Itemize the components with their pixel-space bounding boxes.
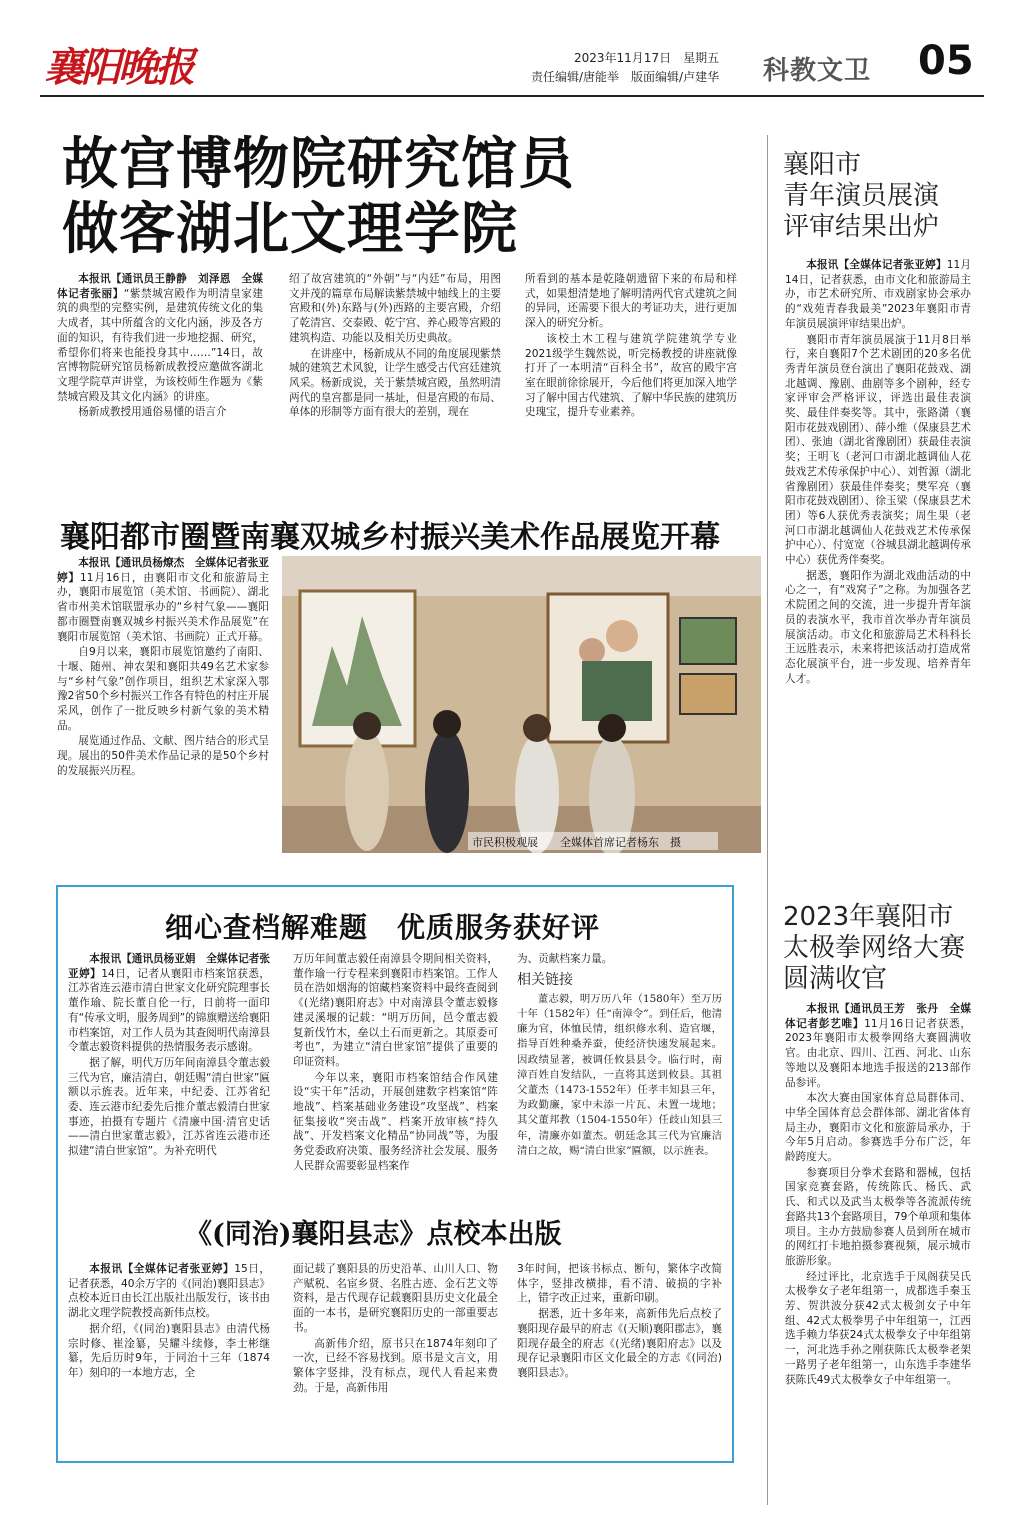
editors-line: 责任编辑/唐能举 版面编辑/卢建华 — [531, 70, 720, 84]
article6-body: 本报讯【通讯员王芳 张丹 全媒体记者彭艺唯】11月16日记者获悉，2023年襄阳市太极拳网络大赛圆满收官。由北京、四川、江西、河北、山东等地以及襄阳本地选手报送的213部作品参评。 本次大赛由国家体育总局群体司、中华全国体育总会群体部、湖北省体育局主办，襄阳市文化和旅游局承办，于今年5月启动。参赛选手分布广泛，年龄跨度大。 参赛项目分拳术套路和器械，包括国家竞赛套路，传统陈氏、杨氏、武氏、和式以及武当太极拳等各流派传统套路共13个套路项目，79个单项和集体项目。主办方鼓励参赛人员到所在城市的网红打卡地拍摄参赛视频，展示城市旅游形象。 经过评比，北京选手于凤阁获吴氏太极拳女子老年组第一，成都选手秦玉芳、贺洪波分获42式太极剑女子中年组、42式太极拳男子中年组第一，江西选手赖力华获24式太极拳女子中年组第一，河北选手孙之刚获陈氏太极拳老架一路男子老年组第一，山东选手李建华获陈氏49式太极拳女子中年组第一。 — [785, 1003, 971, 1386]
section-name: 科教文卫 — [763, 56, 872, 86]
column-divider — [767, 135, 768, 1505]
article4-col1: 本报讯【全媒体记者张亚婷】15日，记者获悉，40余万字的《(同治)襄阳县志》点校本近日由长江出版社出版发行，该书由湖北文理学院教授高新伟点校。 据介绍，《(同治)襄阳县志》由清代杨宗时修、崔淦纂，吴耀斗续修，李士彬继纂，先后历时9年，于同治十三年（1874年）刻印的一本地方志，全 — [68, 1263, 270, 1379]
article3-col2: 万历年间董志毅任南漳县令期间相关资料，董作瑜一行专程来到襄阳市档案馆。工作人员在浩如烟海的馆藏档案资料中最终查阅到《(光绪)襄阳府志》中对南漳县令董志毅修建灵溪堰的记载：“明万历间，邑令董志毅复新伐竹木，垒以土石而更新之。其原委可考也”，为建立“清白世家馆”提供了重要的印证资料。 今年以来，襄阳市档案馆结合作风建设“实干年”活动，开展创建数字档案馆“阵地战”、档案基础业务建设“攻坚战”、档案征集接收“突击战”、档案开放审核“持久战”、开发档案文化精品“协同战”等，为服务党委政府决策、服务经济社会发展、服务人民群众需要彰显档案作 — [293, 953, 498, 1172]
article3-col3: 为、贡献档案力量。 相关链接 董志毅，明万历八年（1580年）至万历十年（1582年）任“南漳令”。到任后，他清廉为官，体恤民情，组织修水利、造官堰，指导百姓种桑养蚕，使经济快速发展起来。因政绩显著，被调任攸县县令。临行时，南漳百姓自发结队，一直将其送到攸县。其祖父董杰（1473-1552年）任孝丰知县三年，为政勤廉，家中未添一片瓦、未置一垅地；其父董邦教（1504-1550年）任歧山知县三年，清廉亦如董杰。朝廷念其三代为官廉洁清白之故，赐“清白世家”匾额，以示旌表。 — [517, 952, 722, 1188]
article2-body: 本报讯【通讯员杨燎杰 全媒体记者张亚婷】11月16日，由襄阳市文化和旅游局主办，襄阳市展览馆（美术馆、书画院）、湖北省市州美术馆联盟承办的“乡村气象——襄阳都市圈暨南襄双城乡村振兴美术作品展览”在襄阳市展览馆（美术馆、书画院）正式开幕。 自9月以来，襄阳市展览馆邀约了南阳、十堰、随州、神农架和襄阳共49名艺术家参与“乡村气象”创作项目，组织艺术家深入鄂豫2省50个乡村振兴工作各有特色的村庄开展采风，创作了一批反映乡村新气象的美术精品。 展览通过作品、文献、图片结合的形式呈现。展出的50件美术作品记录的是50个乡村的发展振兴历程。 — [57, 557, 269, 777]
article6-headline: 2023年襄阳市 太极拳网络大赛 圆满收官 — [783, 902, 966, 994]
exhibition-photo-graphic — [282, 556, 761, 853]
article3-headline: 细心查档解难题 优质服务获好评 — [165, 911, 601, 944]
exhibition-photo — [282, 556, 761, 853]
newspaper-logo: 襄阳晚报 — [44, 44, 192, 91]
related-link-title: 相关链接 — [517, 971, 573, 988]
article1-col3: 所看到的基本是乾隆朝遗留下来的布局和样式，如果想清楚地了解明清两代官式建筑之间的异同，还需要下很大的考证功夫，进行更加深入的研究分析。 该校土木工程与建筑学院建筑学专业2021级学生魏然说，听完杨教授的讲座就像打开了一本明清“百科全书”，故宫的殿宇宫室在眼前徐徐展开，今后他们将更加深入地学习了解中国古代建筑、了解中华民族的建筑历史瑰宝，提升专业素养。 — [525, 273, 737, 419]
article5-body: 本报讯【全媒体记者张亚婷】11月14日，记者获悉，由市文化和旅游局主办，市艺术研究所、市戏剧家协会承办的“戏苑青春我最美”2023年襄阳市青年演员展演评审结果出炉。 襄阳市青年演员展演于11月8日举行，来自襄阳7个艺术剧团的20多名优秀青年演员登台演出了襄阳花鼓戏、湖北越调、豫剧、曲剧等多个剧种，经专家评审会严格评议，评选出最佳表演奖、最佳伴奏奖等。其中，张路潇（襄阳市花鼓戏剧团）、薛小维（保康县艺术团）、张迪（湖北省豫剧团）获最佳表演奖；王明飞（老河口市湖北越调仙人花鼓戏艺术传承保护中心）、刘哲源（湖北省豫剧团）获最佳伴奏奖；樊军亮（襄阳市花鼓戏剧团）、徐玉梁（保康县艺术团）等6人获优秀表演奖；周生果（老河口市湖北越调仙人花鼓戏艺术传承保护中心）、付宽宽（谷城县湖北越调传承中心）获优秀伴奏奖。 据悉，襄阳作为湖北戏曲活动的中心之一，有“戏窝子”之称。为加强各艺术院团之间的交流，进一步提升青年演员的表演水平，我市首次举办青年演员展演活动。市文化和旅游局艺术科科长王远胜表示，未来将把该活动打造成常态化展演平台，进一步发现、培养青年人才。 — [785, 259, 971, 685]
article1-col1: 本报讯【通讯员王静静 刘泽恩 全媒体记者张丽】“紫禁城宫殿作为明清皇家建筑的典型的完整实例，是建筑传统文化的集大成者，其中所蕴含的文化内涵，涉及各方面的知识，有待我们进一步地挖掘、研究，希望你们将来也能投身其中……”14日，故宫博物院研究馆员杨新成教授应邀做客湖北文理学院草声讲堂，为该校师生作题为《紫禁城宫殿及其文化内涵》的讲座。 杨新成教授用通俗易懂的语言介 — [57, 273, 263, 419]
page-number: 05 — [918, 38, 974, 84]
related-link-text: 董志毅，明万历八年（1580年）至万历十年（1582年）任“南漳令”。到任后，他清廉为官，体恤民情，组织修水利、造官堰，指导百姓种桑养蚕，使经济快速发展起来。因政绩显著，被调任攸县县令。临行时，南漳百姓自发结队，一直将其送到攸县。其祖父董杰（1473-1552年）任孝丰知县三年，为政勤廉，家中未添一片瓦、未置一垅地；其父董邦教（1504-1550年）任歧山知县三年，清廉亦如董杰。朝廷念其三代为官廉洁清白之故，赐“清白世家”匾额，以示旌表。 — [517, 992, 722, 1157]
article4-col3: 3年时间，把该书标点、断句，繁体字改简体字，竖排改横排，看不清、破损的字补上，错字改正过来，重新印刷。 据悉，近十多年来，高新伟先后点校了襄阳现存最早的府志《(天顺)襄阳郡志》，襄阳现存最全的府志《(光绪)襄阳府志》以及现存记录襄阳市区文化最全的方志《(同治)襄阳县志》。 — [517, 1263, 722, 1379]
article1-headline: 故宫博物院研究馆员 做客湖北文理学院 — [62, 132, 575, 262]
issue-date: 2023年11月17日 星期五 — [574, 51, 720, 65]
article3-col1: 本报讯【通讯员杨亚娟 全媒体记者张亚婷】14日，记者从襄阳市档案馆获悉，江苏省连云港市清白世家文化研究院理事长董作瑜、院长董自伦一行，日前将一面印有“传承文明，服务周到”的锦旗赠送给襄阳市档案馆，对工作人员为其查阅明代南漳县令董志毅资料提供的热情服务表示感谢。 据了解，明代万历年间南漳县令董志毅三代为官，廉洁清白，朝廷赐“清白世家”匾额以示旌表。近年来，中纪委、江苏省纪委、连云港市纪委先后推介董志毅清白世家事迹，拍摄有专题片《清廉中国·清官史话——清白世家董志毅》，江苏省连云港市还拟建“清白世家馆”。为补充明代 — [68, 953, 270, 1158]
header-rule — [40, 95, 984, 97]
article4-headline: 《(同治)襄阳县志》点校本出版 — [185, 1219, 562, 1250]
article1-col2: 绍了故宫建筑的“外朝”与“内廷”布局，用图文并茂的篇章布局解读紫禁城中轴线上的主要宫殿和(外)东路与(外)西路的主要宫殿，介绍了乾清宫、交泰殿、乾宁宫、养心殿等宫殿的建筑构造、功能以及相关历史典故。 在讲座中，杨新成从不同的角度展现紫禁城的建筑艺术风貌，让学生感受古代宫廷建筑风采。杨新成说，关于紫禁城宫殿，虽然明清两代的皇宫都是同一基址，但是宫殿的布局、单体的形制等方面有很大的差别，现在 — [289, 273, 501, 419]
article4-col2: 面记载了襄阳县的历史沿革、山川人口、物产赋税、名宦乡贤、名胜古迹、金石艺文等资料，是古代现存记载襄阳县历史文化最全面的一本书，是研究襄阳历史的一部重要志书。 高新伟介绍，原书只在1874年刻印了一次，已经不容易找到。原书是文言文，用繁体字竖排，没有标点，现代人看起来费劲。于是，高新伟用 — [293, 1263, 498, 1394]
article5-headline: 襄阳市 青年演员展演 评审结果出炉 — [783, 150, 940, 242]
article2-headline: 襄阳都市圈暨南襄双城乡村振兴美术作品展览开幕 — [60, 520, 720, 555]
photo-caption: 市民积极观展 全媒体首席记者杨东 摄 — [472, 836, 681, 849]
